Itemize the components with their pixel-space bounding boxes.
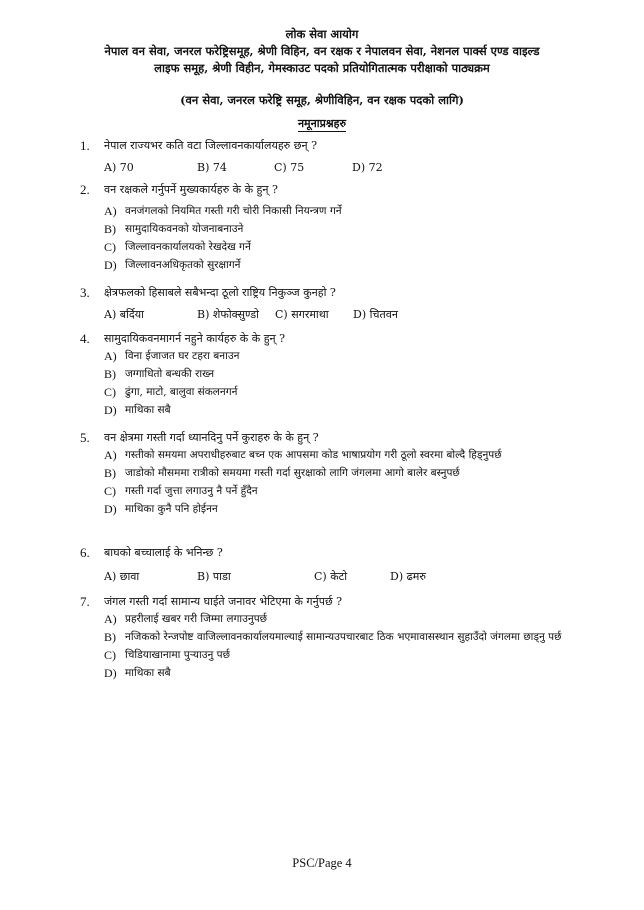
question-1 [0, 137, 644, 177]
option-b: B) जग्गाधितो बन्धकी राख्न [104, 367, 215, 381]
header-line-2: नेपाल वन सेवा, जनरल फरेष्ट्रिसमूह, श्रेणी विहिन, वन रक्षक र नेपालवन सेवा, नेशनल पार्क्स एण्ड वाइल्ड [104, 44, 540, 58]
question-text: सामुदायिकवनमागर्न नहुने कार्यहरु के के हुन् ? [104, 332, 286, 345]
option-c: C) ढुंगा, माटो, बालुवा संकलनगर्न [104, 385, 238, 399]
question-text: जंगल गस्ती गर्दा सामान्य घाईते जनावर भेटिएमा के गर्नुपर्छ ? [104, 595, 343, 608]
option-a: A) वनजंगलको नियमित गस्ती गरी चोरी निकासी नियन्त्रण गर्ने [104, 204, 342, 218]
sample-questions-title: नमूनाप्रश्नहरु [297, 117, 347, 130]
document-header [0, 26, 644, 77]
option-d: D) चितवन [353, 308, 398, 321]
option-c: C) गस्ती गर्दा जुत्ता लगाउनु नै पर्ने हुँदैन [104, 484, 258, 498]
question-text: क्षेत्रफलको हिसाबले सबैभन्दा ठूलो राष्ट्रिय निकुञ्ज कुनहो ? [104, 286, 336, 299]
option-d: D) माथिका कुनै पनि होईनन [104, 502, 218, 516]
option-b: B) 74 [197, 161, 227, 174]
question-4 [0, 330, 644, 420]
question-number: 4. [80, 331, 90, 346]
option-c: C) जिल्लावनकार्यालयको रेखदेख गर्ने [104, 240, 251, 254]
option-a: A) 70 [104, 161, 134, 174]
option-d: D) 72 [352, 161, 383, 174]
option-b: B) जाडोको मौसममा रात्रीको समयमा गस्ती गर्दा सुरक्षाको लागि जंगलमा आगो बालेर बस्नुपर्छ [104, 466, 460, 480]
question-text: वन रक्षकले गर्नुपर्ने मुख्यकार्यहरु के के हुन् ? [104, 183, 278, 196]
subheading: (वन सेवा, जनरल फरेष्ट्रि समूह, श्रेणीविहिन, वन रक्षक पदको लागि) [180, 93, 464, 107]
header-line-3: लाइफ समूह, श्रेणी विहीन, गेमस्काउट पदको प्रतियोगितात्मक परीक्षाको पाठ्यक्रम [154, 61, 490, 75]
question-number: 2. [80, 182, 90, 197]
option-a: A) छावा [104, 570, 140, 583]
question-text: नेपाल राज्यभर कति वटा जिल्लावनकार्यालयहरु छन् ? [104, 139, 317, 152]
option-c: C) सगरमाथा [275, 308, 329, 321]
question-7 [0, 593, 644, 683]
org-name: लोक सेवा आयोग [285, 27, 359, 41]
question-number: 3. [80, 285, 90, 300]
option-b: B) शेफोक्सुण्डो [197, 308, 260, 321]
question-number: 1. [80, 138, 90, 153]
option-d: D) जिल्लावनअधिकृतको सुरक्षागर्ने [104, 258, 241, 272]
option-b: B) नजिकको रेन्जपोष्ट वाजिल्लावनकार्यालयमाल्याई सामान्यउपचारबाट ठिक भएमावासस्थान सुहाउँदो जंगलमा छाड्नु पर्छ [104, 630, 562, 644]
question-6 [0, 544, 644, 586]
option-c: C) केटो [314, 570, 348, 583]
question-number: 6. [80, 545, 90, 560]
option-c: C) 75 [274, 161, 305, 174]
option-a: A) गस्तीको समयमा अपराधीहरुबाट बच्न एक आपसमा कोड भाषाप्रयोग गरी ठूलो स्वरमा बोल्दै हिड्नुपर्छ [104, 448, 502, 462]
option-d: D) माथिका सबै [104, 666, 171, 680]
option-a: A) बर्दिया [104, 308, 144, 321]
option-a: A) विना ईजाजत घर टहरा बनाउन [104, 349, 240, 363]
question-text: वन क्षेत्रमा गस्ती गर्दा ध्यानदिनु पर्ने कुराहरु के के हुन् ? [104, 431, 319, 444]
question-2 [0, 181, 644, 275]
page-footer: PSC/Page 4 [292, 856, 352, 870]
option-d: D) माथिका सबै [104, 403, 171, 417]
option-d: D) ढमरु [390, 570, 426, 583]
question-5 [0, 429, 644, 519]
option-c: C) चिडियाखानामा पुर्‍याउनु पर्छ [104, 648, 230, 662]
option-b: B) पाडा [197, 570, 231, 583]
option-b: B) सामुदायिकवनको योजनाबनाउने [104, 222, 244, 236]
question-number: 5. [80, 430, 90, 445]
option-a: A) प्रहरीलाई खबर गरी जिम्मा लगाउनुपर्छ [104, 612, 268, 626]
question-number: 7. [80, 594, 90, 609]
question-3 [0, 284, 644, 324]
question-text: बाघको बच्चालाई के भनिन्छ ? [104, 546, 223, 559]
